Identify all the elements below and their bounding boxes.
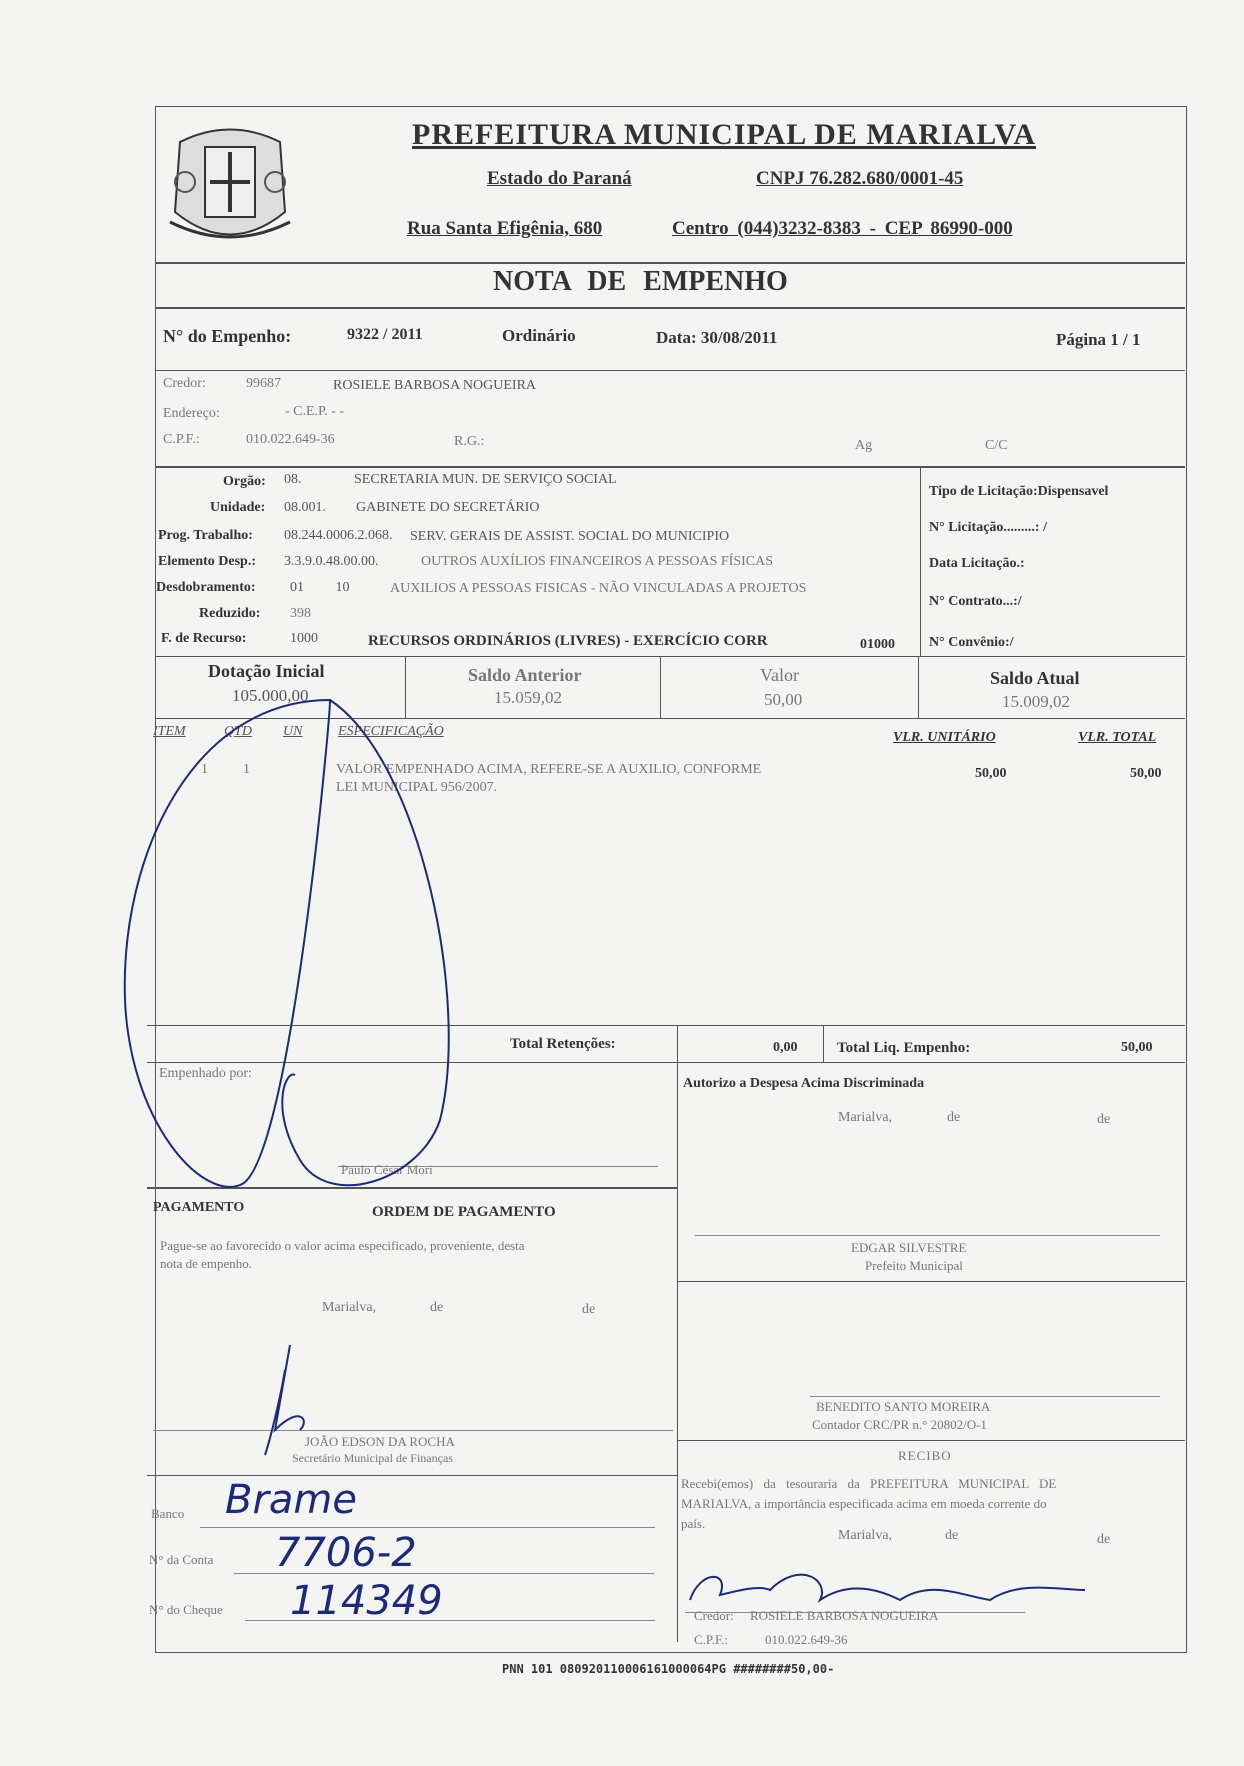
pagamento-label: PAGAMENTO (153, 1200, 245, 1215)
saldo-anterior-label: Saldo Anterior (468, 665, 582, 685)
unidade-desc: GABINETE DO SECRETÁRIO (356, 500, 540, 515)
desdobramento-label: Desdobramento: (156, 580, 256, 595)
cheque-label: N° do Cheque (149, 1602, 223, 1617)
recibo-cpf-label: C.P.F.: (694, 1632, 729, 1647)
autorizo-marialva: Marialva, (838, 1110, 893, 1125)
empenho-date: Data: 30/08/2011 (656, 328, 778, 347)
address-label: Rua Santa Efigênia, 680 (407, 218, 603, 239)
recibo-text-3: país. (681, 1516, 706, 1531)
elemento-desc: OUTROS AUXÍLIOS FINANCEIROS A PESSOAS FÍSICAS (421, 554, 774, 569)
saldo-atual-label: Saldo Atual (990, 668, 1080, 688)
recibo-title: RECIBO (898, 1448, 952, 1463)
org-title: PREFEITURA MUNICIPAL DE MARIALVA (412, 118, 1037, 151)
pague-marialva: Marialva, (322, 1300, 377, 1315)
orgao-value: 08. (284, 472, 302, 487)
numero-licitacao: N° Licitação.........: / (929, 520, 1047, 535)
item-unit-value: 50,00 (975, 766, 1007, 781)
unidade-value: 08.001. (284, 500, 326, 515)
cpf-label: C.P.F.: (163, 432, 200, 447)
saldo-anterior-value: 15.059,02 (494, 688, 562, 707)
empenhado-por-label: Empenhado por: (159, 1066, 252, 1081)
reduzido-value: 398 (290, 606, 311, 621)
item-desc-line1: VALOR EMPENHADO ACIMA, REFERE-SE A AUXILIO, CONFORME (336, 762, 762, 777)
unidade-label: Unidade: (210, 500, 266, 515)
credor-code: 99687 (246, 376, 281, 391)
endereco-value: - C.E.P. - - (285, 404, 345, 419)
total-liq-label: Total Liq. Empenho: (837, 1040, 971, 1056)
dotacao-label: Dotação Inicial (208, 661, 325, 681)
dotacao-value: 105.000,00 (232, 686, 309, 705)
total-liq-value: 50,00 (1121, 1040, 1153, 1055)
autorizo-label: Autorizo a Despesa Acima Discriminada (683, 1076, 925, 1091)
state-label: Estado do Paraná (487, 168, 632, 189)
ordem-pagamento-label: ORDEM DE PAGAMENTO (372, 1204, 556, 1220)
empenho-num: 9322 / 2011 (347, 326, 423, 343)
page-number: Página 1 / 1 (1056, 330, 1141, 349)
orgao-desc: SECRETARIA MUN. DE SERVIÇO SOCIAL (354, 472, 617, 487)
credor-name: ROSIELE BARBOSA NOGUEIRA (333, 378, 537, 393)
prefeito-role: Prefeito Municipal (865, 1258, 963, 1273)
tipo-licitacao: Tipo de Licitação:Dispensavel (929, 484, 1109, 499)
rg-label: R.G.: (454, 434, 485, 449)
phone-cep-label: Centro (044)3232-8383 - CEP 86990-000 (672, 218, 1013, 239)
total-retencoes-value: 0,00 (773, 1040, 798, 1055)
recurso-desc: RECURSOS ORDINÁRIOS (LIVRES) - EXERCÍCIO CORR (368, 633, 768, 649)
orgao-label: Orgão: (223, 474, 266, 489)
recibo-marialva: Marialva, (838, 1528, 893, 1543)
cnpj-label: CNPJ 76.282.680/0001-45 (756, 168, 964, 189)
col-item: ITEM (153, 724, 186, 739)
recibo-de-1: de (945, 1528, 959, 1543)
cpf-value: 010.022.649-36 (246, 432, 335, 447)
desdobramento-value: 01 10 (290, 580, 350, 595)
prog-label: Prog. Trabalho: (158, 528, 253, 543)
endereco-label: Endereço: (163, 406, 220, 421)
col-vlr-unitario: VLR. UNITÁRIO (893, 730, 996, 745)
numero-convenio: N° Convênio:/ (929, 635, 1014, 650)
elemento-value: 3.3.9.0.48.00.00. (284, 554, 379, 569)
valor-label: Valor (760, 665, 799, 685)
data-licitacao: Data Licitação.: (929, 556, 1025, 571)
recurso-label: F. de Recurso: (161, 631, 247, 646)
contador-name: BENEDITO SANTO MOREIRA (816, 1399, 991, 1414)
banco-label: Banco (151, 1506, 185, 1521)
pague-de-2: de (582, 1302, 596, 1317)
cc-label: C/C (985, 438, 1008, 453)
contador-role: Contador CRC/PR n.° 20802/O-1 (812, 1417, 987, 1432)
desdobramento-desc: AUXILIOS A PESSOAS FISICAS - NÃO VINCULADAS A PROJETOS (390, 581, 807, 596)
reduzido-label: Reduzido: (199, 606, 261, 621)
pague-text-1: Pague-se ao favorecido o valor acima especificado, proveniente, desta (160, 1238, 525, 1253)
autorizo-de-1: de (947, 1110, 961, 1125)
credor-label: Credor: (163, 376, 206, 391)
item-total-value: 50,00 (1130, 766, 1162, 781)
cheque-handwritten: 114349 (290, 1578, 443, 1624)
recibo-credor-name: ROSIELE BARBOSA NOGUEIRA (750, 1608, 939, 1623)
footer-code: PNN 101 080920110006161000064PG ########50,00- (502, 1662, 835, 1676)
prog-value: 08.244.0006.2.068. (284, 528, 393, 543)
empenhado-por-name: Paulo César Mori (341, 1162, 433, 1177)
numero-contrato: N° Contrato...:/ (929, 594, 1022, 609)
recurso-code: 01000 (860, 637, 895, 652)
empenho-type: Ordinário (502, 326, 576, 345)
doc-title: NOTA DE EMPENHO (493, 266, 788, 297)
secretario-name: JOÃO EDSON DA ROCHA (305, 1434, 455, 1449)
col-vlr-total: VLR. TOTAL (1078, 730, 1157, 745)
item-qtd: 1 (243, 762, 250, 777)
recibo-de-2: de (1097, 1532, 1111, 1547)
prog-desc: SERV. GERAIS DE ASSIST. SOCIAL DO MUNICIPIO (410, 529, 730, 544)
valor-value: 50,00 (764, 690, 803, 709)
prefeito-name: EDGAR SILVESTRE (851, 1240, 967, 1255)
item-desc-line2: LEI MUNICIPAL 956/2007. (336, 780, 498, 795)
col-qtd: QTD (224, 724, 253, 739)
pague-de-1: de (430, 1300, 444, 1315)
conta-handwritten: 7706-2 (275, 1530, 417, 1576)
recibo-cpf-value: 010.022.649-36 (765, 1632, 848, 1647)
item-number: 1 (201, 762, 208, 777)
recibo-credor-label: Credor: (694, 1608, 734, 1623)
empenho-num-label: N° do Empenho: (163, 326, 292, 346)
conta-label: N° da Conta (149, 1552, 214, 1567)
col-un: UN (283, 724, 303, 739)
recibo-text-1: Recebi(emos) da tesouraria da PREFEITURA MUNICIPAL DE (681, 1476, 1057, 1491)
banco-handwritten: Brame (225, 1477, 357, 1523)
elemento-label: Elemento Desp.: (158, 554, 256, 569)
secretario-role: Secretário Municipal de Finanças (292, 1451, 453, 1465)
saldo-atual-value: 15.009,02 (1002, 692, 1070, 711)
pague-text-2: nota de empenho. (160, 1256, 253, 1271)
autorizo-de-2: de (1097, 1112, 1111, 1127)
col-especificacao: ESPECIFICAÇÃO (338, 724, 444, 739)
recurso-value: 1000 (290, 631, 318, 646)
total-retencoes-label: Total Retenções: (510, 1036, 616, 1052)
recibo-text-2: MARIALVA, a importância especificada acima em moeda corrente do (681, 1496, 1047, 1511)
ag-label: Ag (855, 438, 873, 453)
